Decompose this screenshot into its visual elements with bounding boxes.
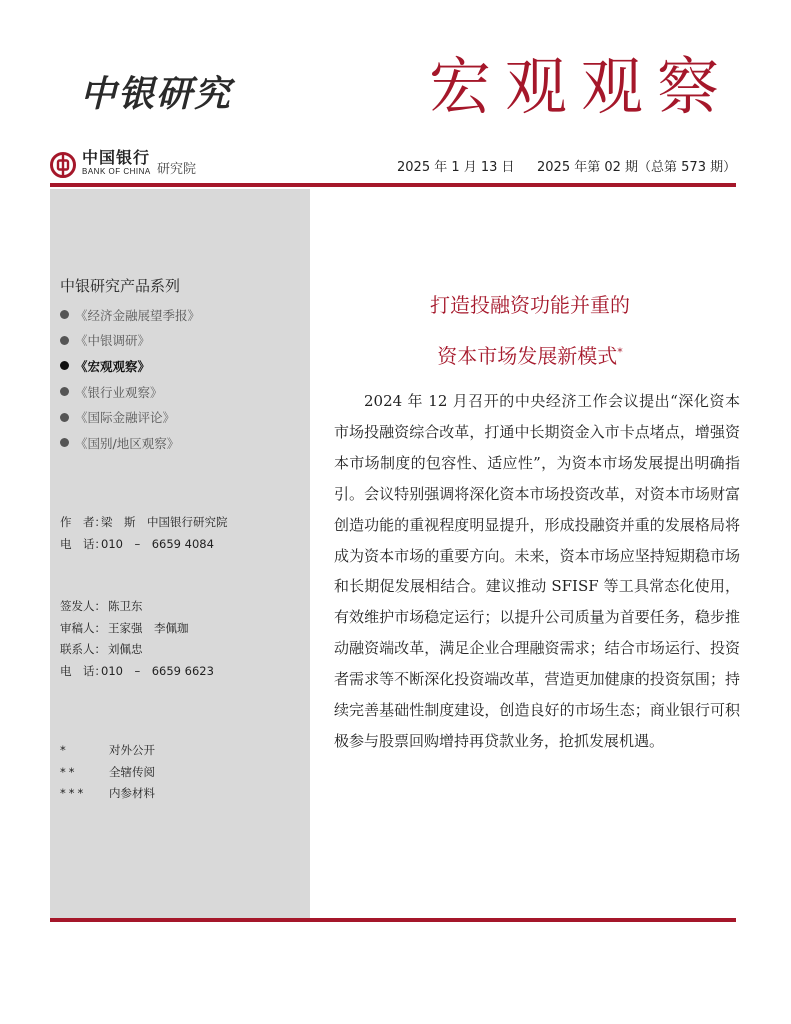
classification-stars: *	[60, 743, 69, 757]
series-item: 《经济金融展望季报》	[60, 302, 200, 328]
reviewer-label: 审稿人：	[60, 620, 106, 635]
issuer-label: 签发人：	[60, 599, 106, 613]
classification-label: 全辖传阅	[109, 764, 155, 779]
author-info	[60, 512, 228, 555]
publication-title: 宏观观察	[428, 50, 733, 123]
author-label: 作 者：	[60, 515, 106, 529]
article-title-line1: 打造投融资功能并重的	[430, 293, 630, 317]
bank-brand	[82, 149, 151, 177]
classification-legend	[60, 740, 155, 805]
brand-name-cn: 中国银行	[82, 148, 151, 167]
footer-divider	[50, 918, 736, 922]
issue-number: 2025 年第 02 期（总第 573 期）	[537, 160, 737, 175]
author-value: 梁 斯 中国银行研究院	[101, 515, 228, 529]
bullet-icon	[60, 438, 69, 447]
bullet-icon	[60, 336, 69, 345]
bullet-icon	[60, 387, 69, 396]
classification-label: 内参材料	[109, 786, 155, 800]
brand-calligraphy: 中银研究	[80, 73, 233, 115]
series-item-current: 《宏观观察》	[60, 353, 200, 379]
contact-phone: 010 – 6659 6623	[101, 663, 214, 678]
brand-name-en: BANK OF CHINA	[82, 167, 151, 176]
article-body: 2024 年 12 月召开的中央经济工作会议提出“深化资本市场投融资综合改革，打通中长期资金入市卡点堵点，增强资本市场制度的包容性、适应性”，为资本市场发展提出明确指引。会议特别强调将深化资本市场投资改革，对资本市场财富创造功能的重视程度明显提升，形成投融资并重的发展格局将成为资本市场的重要方向。未来，资本市场应坚持短期稳市场和长期促发展相结合。建议推动 SFISF 等工具常态化使用，有效维护市场稳定运行；以提升公司质量为首要任务，稳步推动融资端改革，满足企业合理融资需求；结合市场运行、投资者需求等不断深化投资端改革，营造更加健康的投资氛围；持续完善基础性制度建设，创造良好的市场生态；商业银行可积极参与股票回购增持再贷款业务，抢抓发展机遇。	[334, 392, 740, 750]
phone-label: 电 话：	[60, 663, 106, 678]
classification-label: 对外公开	[109, 743, 155, 757]
author-phone: 010 – 6659 4084	[101, 536, 214, 551]
bullet-icon	[60, 361, 69, 370]
series-item: 《中银调研》	[60, 328, 200, 354]
series-item: 《银行业观察》	[60, 379, 200, 405]
bank-of-china-logo-icon	[50, 152, 76, 178]
footnote-marker: *	[617, 345, 623, 359]
institute-label: 研究院	[157, 162, 197, 177]
publish-date: 2025 年 1 月 13 日	[397, 160, 515, 175]
header-divider	[50, 183, 736, 187]
phone-label: 电 话：	[60, 536, 106, 551]
bullet-icon	[60, 310, 69, 319]
contact-label: 联系人：	[60, 642, 106, 656]
series-item: 《国际金融评论》	[60, 404, 200, 430]
series-title: 中银研究产品系列	[60, 277, 181, 295]
series-item: 《国别/地区观察》	[60, 430, 200, 456]
classification-stars: ***	[60, 786, 87, 800]
issuer-value: 陈卫东	[108, 599, 143, 613]
reviewer-value: 王家强 李佩珈	[108, 620, 189, 635]
article-title-line2: 资本市场发展新模式*	[437, 344, 623, 368]
approval-info	[60, 596, 214, 682]
bullet-icon	[60, 413, 69, 422]
series-list	[60, 302, 200, 456]
classification-stars: **	[60, 764, 78, 779]
contact-value: 刘佩忠	[108, 642, 143, 656]
